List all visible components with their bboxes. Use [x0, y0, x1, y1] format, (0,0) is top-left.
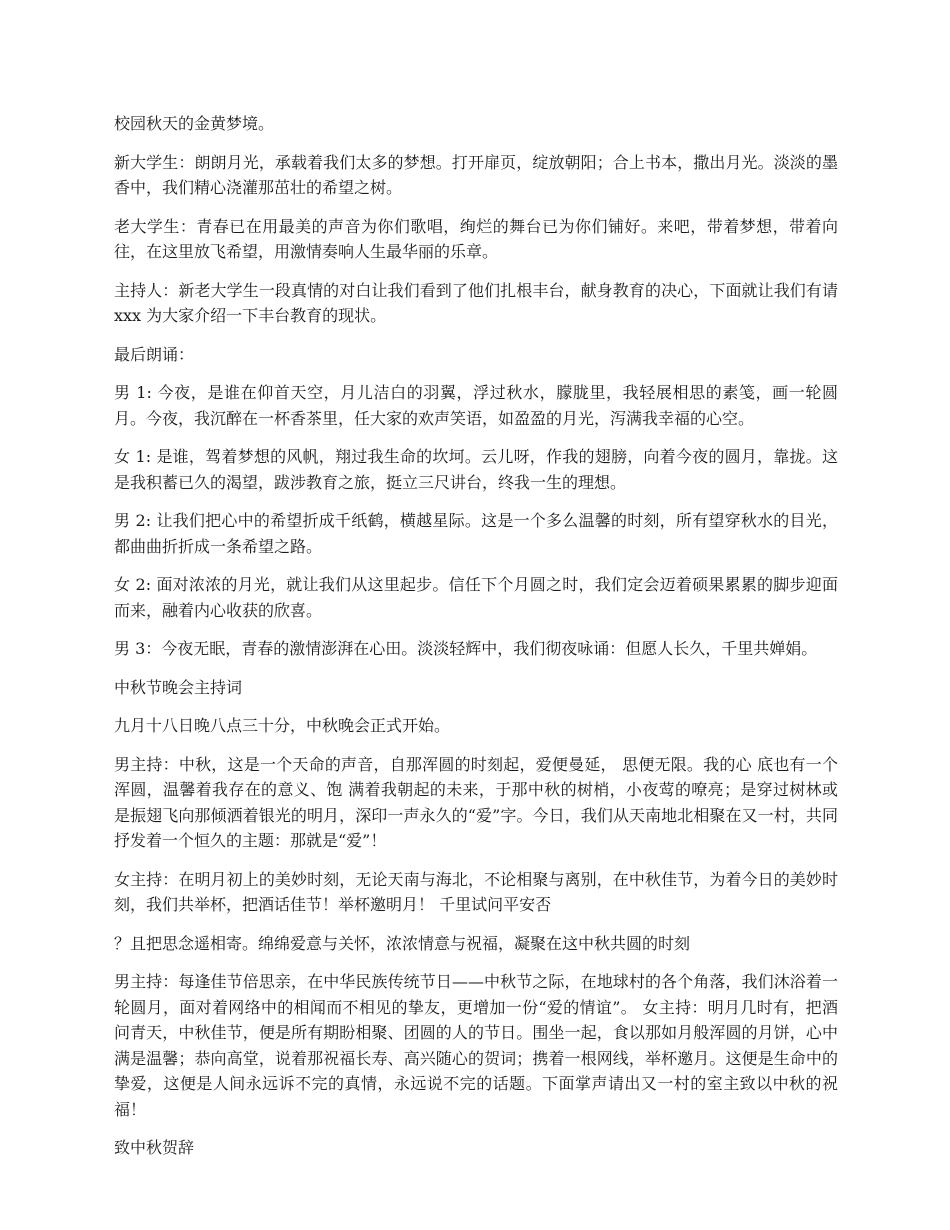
paragraph-female-host: 女主持：在明月初上的美妙时刻，无论天南与海北，不论相聚与离别，在中秋佳节，为着今日的美妙时刻，我们共举杯，把酒话佳节！举杯邀明月！ 千里试问平安否: [114, 869, 838, 914]
paragraph-intro-line: 校园秋天的金黄梦境。: [114, 114, 275, 133]
paragraph-new-students: 新大学生：朗朗月光，承载着我们太多的梦想。打开扉页，绽放朝阳；合上书本，撒出月光。淡淡的墨香中，我们精心浇灌那茁壮的希望之树。: [114, 152, 838, 197]
section-heading-gala-script: 中秋节晚会主持词: [114, 677, 243, 697]
paragraph-final-recitation: 最后朗诵：: [114, 344, 195, 364]
paragraph-male-host: 男主持：中秋，这是一个天命的声音，自那浑圆的时刻起，爱便曼延， 思便无限。我的心 底也有一个浑圆，温馨着我存在的意义、饱 满着我朝起的未来，于那中秋的树梢，小夜莺的嘹亮；是穿过树林或是振翅飞向那倾洒着银光的明月，深印一声永久的“爱”字。今日，我们从天南地北相聚在又一村，共同抒发着一个恒久的主题：那就是“爱”！: [114, 754, 838, 850]
paragraph-continuation: ？且把思念遥相寄。绵绵爱意与关怀，浓浓情意与祝福，凝聚在这中秋共圆的时刻: [114, 933, 691, 953]
paragraph-male-3: 男 3：今夜无眠，青春的激情澎湃在心田。淡淡轻辉中，我们彻夜咏诵：但愿人长久，千里共婵娟。: [114, 639, 818, 658]
paragraph-male-host-2: 男主持：每逢佳节倍思亲，在中华民族传统节日——中秋节之际，在地球村的各个角落，我们沐浴着一轮圆月，面对着网络中的相闻而不相见的挚友，更增加一份“爱的情谊”。 女主持：明月几时有，把酒问青天，中秋佳节，便是所有期盼相聚、团圆的人的节日。围坐一起，食以那如月般浑圆的月饼，心中满是温馨；恭向高堂，说着那祝福长寿、高兴随心的贺词；携着一根网线，举杯邀月。这便是生命中的挚爱，这便是人间永远诉不完的真情，永远说不完的话题。下面掌声请出又一村的室主致以中秋的祝福！: [114, 972, 838, 1119]
paragraph-male-2: 男 2: 让我们把心中的希望折成千纸鹤，横越星际。这是一个多么温馨的时刻，所有望穿秋水的目光，都曲曲折折成一条希望之路。: [114, 511, 838, 556]
paragraph-old-students: 老大学生：青春已在用最美的声音为你们歌唱，绚烂的舞台已为你们铺好。来吧，带着梦想，带着向往，在这里放飞希望，用激情奏响人生最华丽的乐章。: [114, 216, 838, 261]
document-page: [114, 111, 838, 1174]
paragraph-start-time: 九月十八日晚八点三十分，中秋晚会正式开始。: [114, 716, 451, 735]
paragraph-male-1: 男 1: 今夜，是谁在仰首天空，月儿洁白的羽翼，浮过秋水，朦胧里，我轻展相思的素笺，画一轮圆月。今夜，我沉醉在一杯香茶里，任大家的欢声笑语，如盈盈的月光，泻满我幸福的心空。: [114, 383, 838, 428]
paragraph-closing-heading: 致中秋贺辞: [114, 1138, 195, 1157]
paragraph-female-1: 女 1: 是谁，驾着梦想的风帆，翔过我生命的坎坷。云儿呀，作我的翅膀，向着今夜的圆月，靠拢。这是我积蓄已久的渴望，跋涉教育之旅，挺立三尺讲台，终我一生的理想。: [114, 447, 838, 492]
paragraph-female-2: 女 2: 面对浓浓的月光，就让我们从这里起步。信任下个月圆之时，我们定会迈着硕果累累的脚步迎面而来，融着内心收获的欣喜。: [114, 575, 838, 620]
paragraph-host: 主持人：新老大学生一段真情的对白让我们看到了他们扎根丰台，献身教育的决心，下面就让我们有请 xxx 为大家介绍一下丰台教育的现状。: [114, 280, 838, 325]
